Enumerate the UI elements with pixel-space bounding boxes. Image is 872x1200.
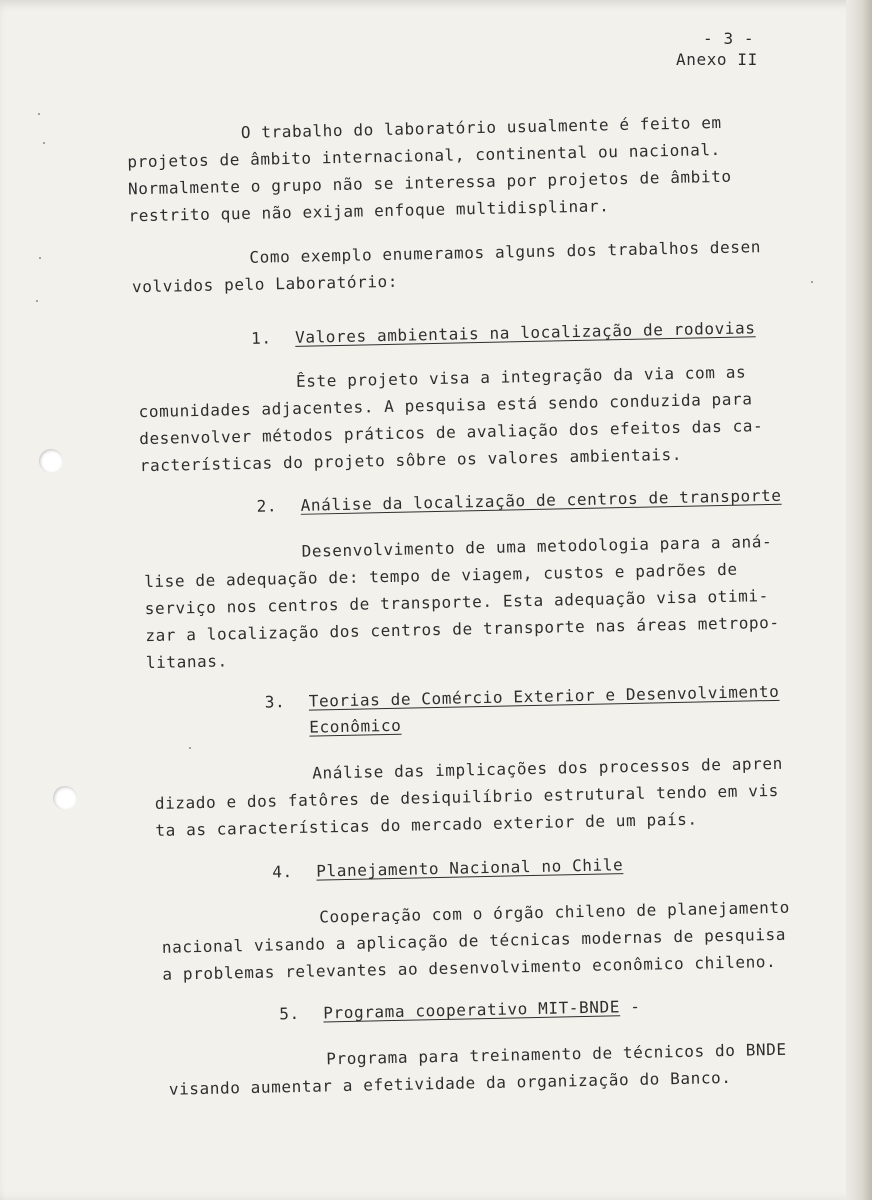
text-line: Normalmente o grupo não se interessa por projetos de âmbito (127, 166, 732, 199)
text-line: desenvolver métodos práticos de avaliação dos efeitos das ca- (139, 416, 764, 449)
item-title: Planejamento Nacional no Chile (316, 855, 624, 881)
text-line: Desenvolvimento de uma metodologia para a aná- (301, 531, 773, 561)
paper-speck (811, 281, 813, 283)
text-line: Como exemplo enumeramos alguns dos trabalhos desen (249, 237, 762, 267)
text-line: litanas. (145, 651, 228, 673)
paper-speck (38, 113, 40, 115)
page-edge-shadow (846, 0, 872, 1200)
item-title-line (323, 997, 641, 1024)
punch-hole-bottom (53, 786, 77, 810)
text-line: Cooperação com o órgão chileno de planejamento (319, 897, 791, 927)
text-line: restrito que não exijam enfoque multidisplinar. (128, 196, 610, 226)
item-title: Análise da localização de centros de transporte (300, 485, 782, 515)
annex-label: Anexo II (676, 50, 758, 69)
paper-speck (189, 747, 191, 749)
text-line: racterísticas do projeto sôbre os valores ambientais. (139, 444, 683, 476)
text-line: visando aumentar a efetividade da organização do Banco. (168, 1067, 732, 1099)
item-number: 3. (264, 692, 286, 712)
item-number: 5. (279, 1003, 300, 1024)
paper-speck (43, 142, 45, 144)
text-line: volvidos pelo Laboratório: (131, 271, 399, 297)
text-line: nacional visando a aplicação de técnicas modernas de pesquisa (161, 924, 787, 957)
text-line: ta as características do mercado exterior de um país. (155, 809, 698, 840)
item-number: 2. (256, 496, 278, 516)
text-line: Programa para treinamento de técnicos do BNDE (326, 1039, 787, 1069)
text-line: O trabalho do laboratório usualmente é feito em (240, 112, 722, 142)
text-line: a problemas relevantes ao desenvolvimento econômico chileno. (162, 951, 777, 984)
paper-speck (39, 257, 41, 259)
paper-speck (36, 300, 38, 302)
page-number: - 3 - (703, 29, 755, 48)
text-line: dizado e dos fatôres de desiquilíbrio estrutural tendo em vis (154, 780, 780, 813)
item-number: 4. (272, 862, 293, 882)
item-title-continued: Econômico (309, 715, 402, 737)
text-line: Êste projeto visa a integração da via com as (295, 362, 747, 391)
text-line: Análise das implicações dos processos de apren (312, 753, 784, 783)
item-number: 1. (250, 328, 272, 348)
item-title: Valores ambientais na localização de rodovias (294, 318, 756, 347)
item-title: Teorias de Comércio Exterior e Desenvolvimento (308, 681, 780, 711)
item-title: Programa cooperativo MIT-BNDE (323, 997, 621, 1023)
text-line: projetos de âmbito internacional, continental ou nacional. (127, 139, 722, 172)
text-line: zar a localização dos centros de transporte nas áreas metropo- (145, 612, 780, 646)
punch-hole-top (39, 449, 63, 473)
text-line: serviço nos centros de transporte. Esta adequação visa otimi- (144, 586, 770, 619)
text-line: lise de adequação de: tempo de viagem, custos e padrões de (144, 559, 738, 592)
text-line: comunidades adjacentes. A pesquisa está sendo conduzida para (138, 389, 753, 422)
item-title-suffix: - (619, 996, 641, 1017)
